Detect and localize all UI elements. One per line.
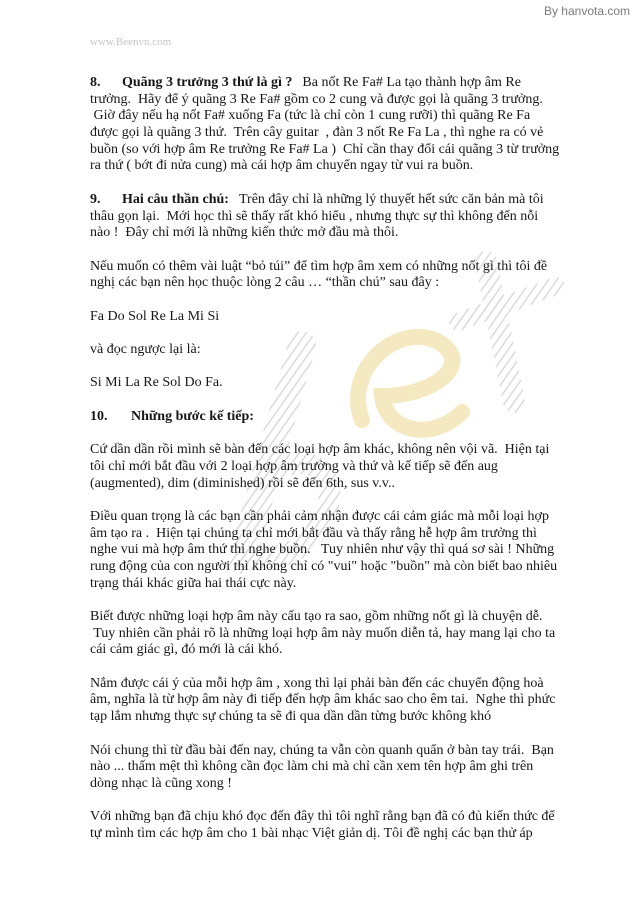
text-line: rung động của con người thì không chỉ có "vui" hoặc "buồn" mà còn biết bao nhiêu	[90, 558, 558, 574]
section-number: 10.	[90, 408, 108, 424]
text-line: Giờ đây nếu hạ nốt Fa# xuống Fa (tức là chỉ còn 1 cung rưỡi) thì quãng Re Fa	[90, 108, 531, 124]
text-line: nào ! Đây chỉ mới là những kiến thức mở đầu mà thôi.	[90, 225, 399, 241]
text-line: Điều quan trọng là các bạn cần phải cảm nhận được cái cảm giác mà mỗi loại hợp	[90, 508, 549, 524]
section-9	[90, 192, 620, 242]
text-line: Biết được những loại hợp âm này cấu tạo ra sao, gồm những nốt gì là chuyện dễ.	[90, 609, 543, 624]
text-line: được gọi là quãng 3 thứ. Trên cây guitar , đàn 3 nốt Re Fa La , thì nghe ra có vẻ	[90, 125, 544, 141]
paragraph	[90, 743, 620, 793]
text-line: tôi chỉ mới bắt đầu với 2 loại hợp âm trưởng và thứ và kế tiếp sẽ đến aug	[90, 458, 498, 474]
section-title: Những bước kế tiếp:	[131, 408, 254, 424]
text-line: âm, nghĩa là từ hợp âm này đi tiếp đến hợp âm khác sao cho êm tai. Nghe thì phức	[90, 692, 556, 708]
section-10-heading	[90, 409, 620, 426]
text-line: Nói chung thì từ đầu bài đến nay, chúng ta vẫn còn quanh quẩn ở bàn tay trái. Bạn	[90, 742, 554, 758]
text-line: nào ... thấm mệt thì không cần đọc làm chi mà chỉ cần xem tên hợp âm ghi trên	[90, 759, 534, 775]
mnemonic-forward	[90, 309, 620, 326]
section-number: 9.	[90, 191, 101, 207]
text-line: thâu gọn lại. Mới học thì sẽ thấy rất khó hiểu , nhưng thực sự thì không đến nỗi	[90, 208, 539, 224]
text-line: tạp lắm nhưng thực sự chúng ta sẽ đi qua dần dần từng bước không khó	[90, 709, 492, 725]
paragraph	[90, 609, 620, 659]
text-line: ra thứ ( bớt đi nửa cung) mà cái hợp âm chuyển ngay từ vui ra buồn.	[90, 158, 474, 174]
text-line: nghe vui mà hợp âm thứ thì nghe buồn. Tuy nhiên như vậy thì quá sơ sài ! Những	[90, 542, 555, 558]
section-heading-line	[90, 409, 620, 426]
text-line: Ba nốt Re Fa# La tạo thành hợp âm Re	[302, 75, 521, 90]
mnemonic-reverse	[90, 375, 620, 392]
text-line: dòng nhạc là cũng xong !	[90, 775, 232, 791]
text-line: nghị các bạn nên học thuộc lòng 2 câu … “thần chú” sau đây :	[90, 275, 440, 291]
section-heading-line	[90, 75, 620, 92]
text-line: trưởng. Hãy để ý quãng 3 Re Fa# gồm co 2 cung và được gọi là quãng 3 trưởng.	[90, 91, 543, 107]
text-line: Cứ dần dần rồi mình sẽ bàn đến các loại hợp âm khác, không nên vội vã. Hiện tại	[90, 442, 550, 458]
text-line: Nắm được cái ý của mỗi hợp âm , xong thì lại phải bàn đến các chuyển động hoà	[90, 675, 544, 691]
paragraph	[90, 442, 620, 492]
text-line: âm tạo ra . Hiện tại chúng ta chỉ mới bắt đầu và thấy rằng hễ hợp âm trưởng thì	[90, 525, 537, 541]
text-line: (augmented), dim (diminished) rồi sẽ đến 6th, sus v.v..	[90, 475, 395, 491]
text-line: buồn (so với hợp âm Re trưởng Re Fa# La ) Chỉ cần thay đổi cái quãng 3 từ trưởng	[90, 141, 560, 157]
mnemonic-reverse-intro	[90, 342, 620, 359]
text-line: Tuy nhiên cần phải rõ là những loại hợp âm này muốn diễn tả, hay mang lại cho ta	[90, 625, 556, 641]
section-number: 8.	[90, 75, 101, 90]
text-line: trạng thái khác giữa hai thái cực này.	[90, 575, 297, 591]
paragraph	[90, 809, 620, 842]
text-line: Nếu muốn có thêm vài luật “bỏ túi” để tìm hợp âm xem có những nốt gì thì tôi đề	[90, 258, 548, 274]
text-line: tự mình tìm các hợp âm cho 1 bài nhạc Việt giản dị. Tôi đề nghị các bạn thử áp	[90, 825, 533, 841]
text-line: cái cảm giác gì, đó mới là cái khó.	[90, 642, 283, 658]
paragraph	[90, 676, 620, 726]
section-title: Quãng 3 trưởng 3 thứ là gì ?	[122, 75, 293, 90]
credit-header: By hanvota.com	[543, 4, 630, 18]
text-line: Si Mi La Re Sol Do Fa.	[90, 375, 223, 391]
section-heading-line	[90, 192, 620, 209]
text-line: Trên đây chỉ là những lý thuyết hết sức căn bản mà tôi	[238, 191, 544, 207]
paragraph	[90, 509, 620, 592]
mnemonic-intro	[90, 259, 620, 292]
section-title: Hai câu thần chú:	[122, 191, 229, 207]
site-header: www.Beenvn.com	[90, 36, 172, 48]
section-8	[90, 75, 620, 175]
text-line: Với những bạn đã chịu khó đọc đến đây thì tôi nghĩ rằng bạn đã có đủ kiến thức để	[90, 809, 555, 825]
text-line: và đọc ngược lại là:	[90, 342, 201, 357]
text-line: Fa Do Sol Re La Mi Si	[90, 308, 220, 324]
document-body	[90, 75, 620, 859]
